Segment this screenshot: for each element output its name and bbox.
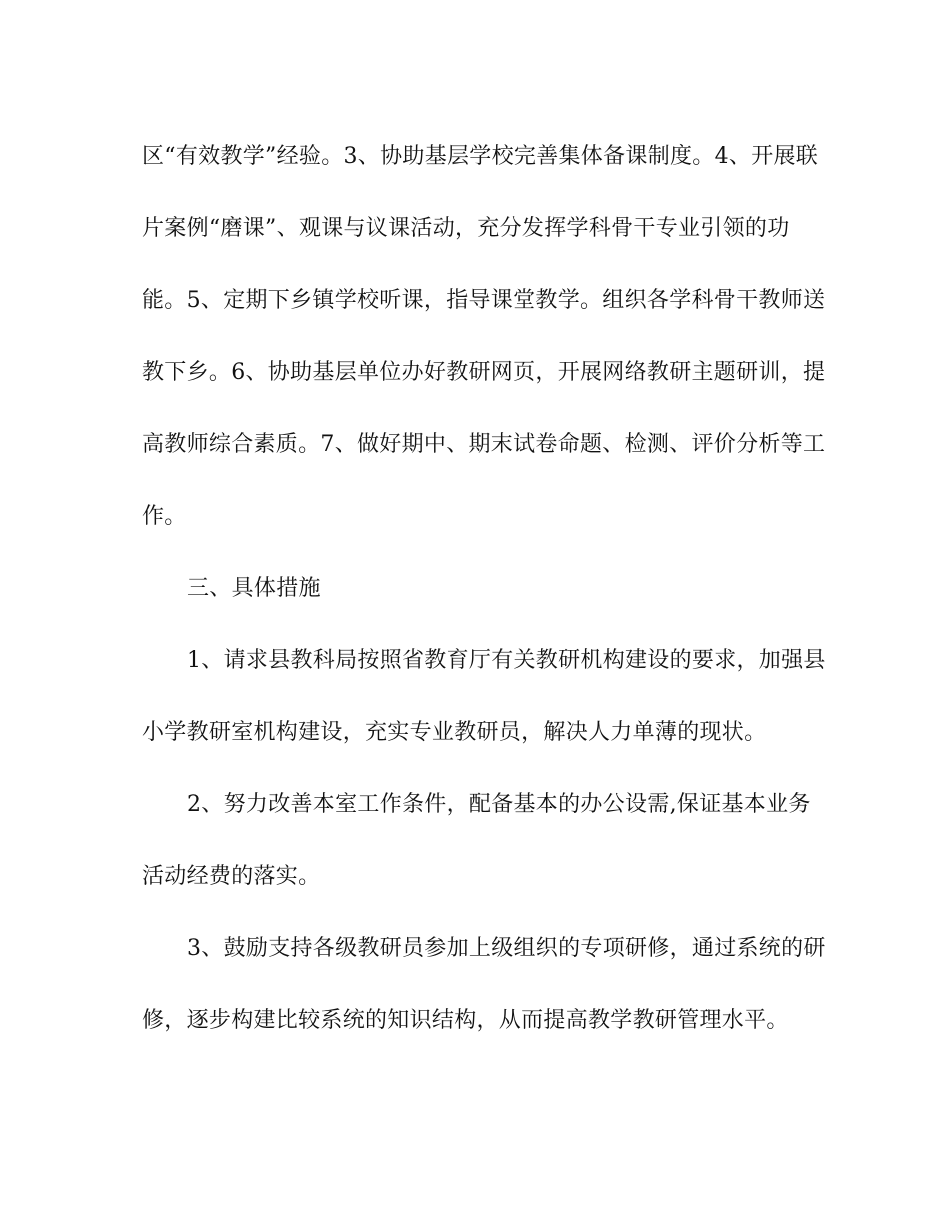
paragraph-line: 1、请求县教科局按照省教育厅有关教研机构建设的要求，加强县 xyxy=(187,648,826,673)
paragraph-line: 修，逐步构建比较系统的知识结构，从而提高教学教研管理水平。 xyxy=(142,1008,789,1033)
paragraph-line: 片案例“磨课”、观课与议课活动，充分发挥学科骨干专业引领的功 xyxy=(142,216,790,241)
paragraph-line: 3、鼓励支持各级教研员参加上级组织的专项研修，通过系统的研 xyxy=(187,936,826,961)
paragraph-line: 2、努力改善本室工作条件，配备基本的办公设需,保证基本业务 xyxy=(187,792,811,817)
paragraph-line: 能。5、定期下乡镇学校听课，指导课堂教学。组织各学科骨干教师送 xyxy=(142,288,826,313)
section-heading: 三、具体措施 xyxy=(187,576,321,601)
paragraph-line: 活动经费的落实。 xyxy=(142,864,321,889)
paragraph-line: 小学教研室机构建设，充实专业教研员，解决人力单薄的现状。 xyxy=(142,720,767,745)
paragraph-line: 高教师综合素质。7、做好期中、期末试卷命题、检测、评价分析等工 xyxy=(142,432,826,457)
paragraph-line: 教下乡。6、协助基层单位办好教研网页，开展网络教研主题研训，提 xyxy=(142,360,826,385)
paragraph-line: 作。 xyxy=(142,504,187,529)
paragraph-line: 区“有效教学”经验。3、协助基层学校完善集体备课制度。4、开展联 xyxy=(142,144,819,169)
